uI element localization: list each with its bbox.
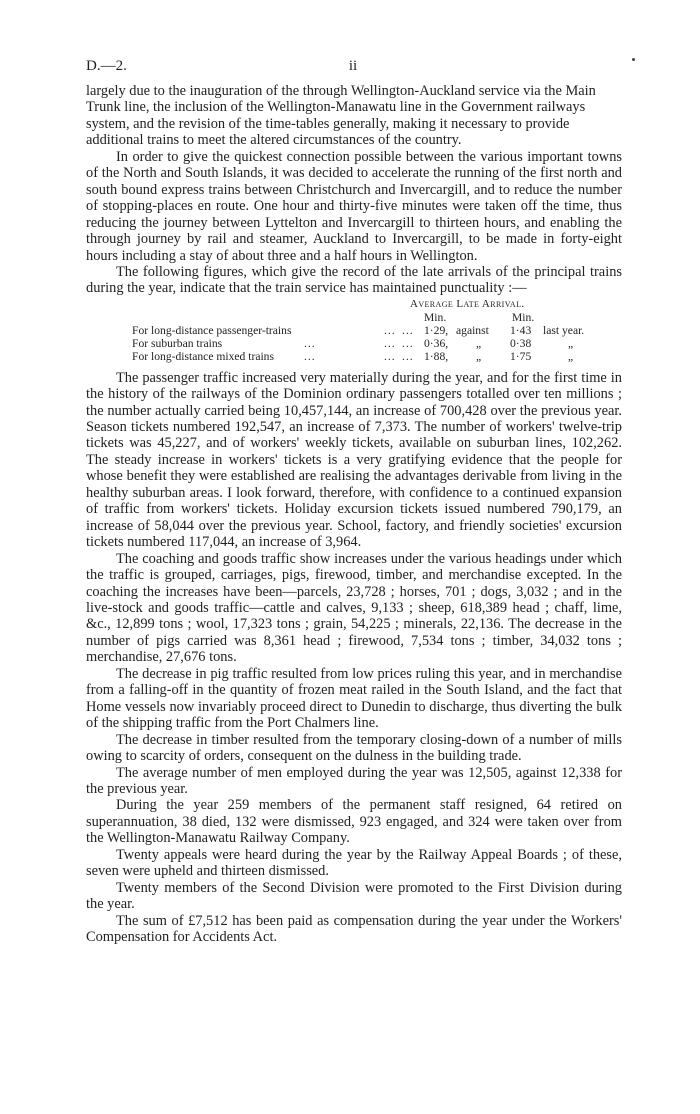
leader-dots: ... xyxy=(304,337,316,351)
comparison-note: last year. xyxy=(543,324,585,338)
paragraph: The passenger traffic increased very materially during the year, and for the first time in the history of the railways of the Dominion ordinary passengers totalled over ten millions ; the number actually carried being 10,457,144, an increase of 700,428 over the previous year. Season tickets numbered 192,547, an increase of 7,373. The number of workers' twelve-trip tickets was 45,227, and of workers' weekly tickets, available on suburban lines, 102,262. The steady increase in workers' tickets is a very gratifying evidence that the people for whose benefit they were established are realising the advantages derivable from living in the healthy suburban areas. I look forward, therefore, with confidence to a continued expansion of traffic from workers' tickets. Holiday excursion tickets issued numbered 790,179, an increase of 58,044 over the previous year. School, factory, and friendly societies' excursion tickets numbered 117,044, an increase of 3,964. xyxy=(86,369,622,551)
ditto-mark: „ xyxy=(476,337,482,351)
ditto-mark: „ xyxy=(568,337,574,351)
row-label: For long-distance passenger-trains xyxy=(132,324,292,338)
document-reference: D.—2. xyxy=(86,58,127,74)
paragraph: largely due to the inauguration of the through Wellington-Auckland service via the Main Trunk line, the inclusion of the Wellington-Manawatu line in the Government railways system, and the revision of the time-tables generally, making it necessary to provide additional trains to meet the altered circumstances of the country. xyxy=(86,83,596,149)
paragraph: During the year 259 members of the permanent staff resigned, 64 retired on superannuation, 38 died, 132 were dismissed, 923 engaged, and 324 were taken over from the Wellington-Manawatu Railway Company. xyxy=(86,797,622,847)
current-value: 0·36, xyxy=(424,337,449,351)
paragraph: Twenty appeals were heard during the year by the Railway Appeal Boards ; of these, seven were upheld and thirteen dismissed. xyxy=(86,846,622,880)
unit-label: Min. xyxy=(512,311,535,325)
paragraph: The coaching and goods traffic show increases under the various headings under which the traffic is grouped, carriages, pigs, firewood, timber, and merchandise excepted. In the coaching the increases have been—parcels, 23,728 ; horses, 701 ; dogs, 3,032 ; and in the live-stock and goods traffic—cattle and calves, 9,133 ; sheep, 618,389 head ; chaff, lime, &c., 12,899 tons ; wool, 17,323 tons ; grain, 54,225 ; minerals, 22,136. The decrease in the number of pigs carried was 8,361 head ; firewood, 7,534 tons ; timber, 34,032 tons ; merchandise, 27,676 tons. xyxy=(86,550,622,666)
previous-value: 1·75 xyxy=(510,350,532,364)
leader-dots: ... xyxy=(304,350,316,364)
leader-dots: ... xyxy=(402,350,414,364)
leader-dots: ... xyxy=(384,350,396,364)
ditto-mark: „ xyxy=(568,350,574,364)
current-value: 1·88, xyxy=(424,350,449,364)
table-units-row xyxy=(86,311,622,324)
current-value: 1·29, xyxy=(424,324,449,338)
table-caption: Average Late Arrival. xyxy=(410,297,525,310)
paragraph: In order to give the quickest connection possible between the various important towns of the North and South Islands, it was decided to accelerate the running of the first north and south bound express trains between Christchurch and Invercargill, and to reduce the number of stopping-places en route. One hour and thirty-five minutes were taken off the time, thus reducing the journey between Lyttelton and Invercargill to thirteen hours, and enabling the through journey by rail and steamer, Auckland to Invercargill, to be made in forty-eight hours including a stay of about three and a half hours in Wellington. xyxy=(86,148,622,264)
document-body xyxy=(86,83,622,946)
leader-dots: ... xyxy=(384,337,396,351)
row-label: For long-distance mixed trains xyxy=(132,350,274,364)
paragraph: The decrease in timber resulted from the temporary closing-down of a number of mills owing to scarcity of orders, consequent on the dulness in the building trade. xyxy=(86,731,622,765)
paragraph: The average number of men employed during the year was 12,505, against 12,338 for the previous year. xyxy=(86,764,622,797)
unit-label: Min. xyxy=(424,311,447,325)
leader-dots: ... xyxy=(402,337,414,351)
row-label: For suburban trains xyxy=(132,337,223,351)
page-header xyxy=(86,58,620,80)
paragraph: The following figures, which give the record of the late arrivals of the principal trains during the year, indicate that the train service has maintained punctuality :— xyxy=(86,263,622,297)
margin-mark xyxy=(632,58,635,61)
table-row xyxy=(86,324,622,337)
table-row xyxy=(86,350,622,363)
paragraph: The sum of £7,512 has been paid as compensation during the year under the Workers' Compensation for Accidents Act. xyxy=(86,912,622,946)
previous-value: 1·43 xyxy=(510,324,532,338)
late-arrival-table xyxy=(86,298,622,364)
table-row xyxy=(86,337,622,350)
comparison-word: against xyxy=(456,324,489,338)
paragraph: The decrease in pig traffic resulted from low prices ruling this year, and in merchandise from a falling-off in the quantity of frozen meat railed in the South Island, and the fact that Home vessels now invariably proceed direct to Dunedin to discharge, thus diverting the bulk of the shipping traffic from the Port Chalmers line. xyxy=(86,665,622,732)
previous-value: 0·38 xyxy=(510,337,532,351)
page-number: ii xyxy=(348,58,358,74)
leader-dots: ... xyxy=(402,324,414,338)
leader-dots: ... xyxy=(384,324,396,338)
paragraph: Twenty members of the Second Division were promoted to the First Division during the year. xyxy=(86,879,622,913)
ditto-mark: „ xyxy=(476,350,482,364)
